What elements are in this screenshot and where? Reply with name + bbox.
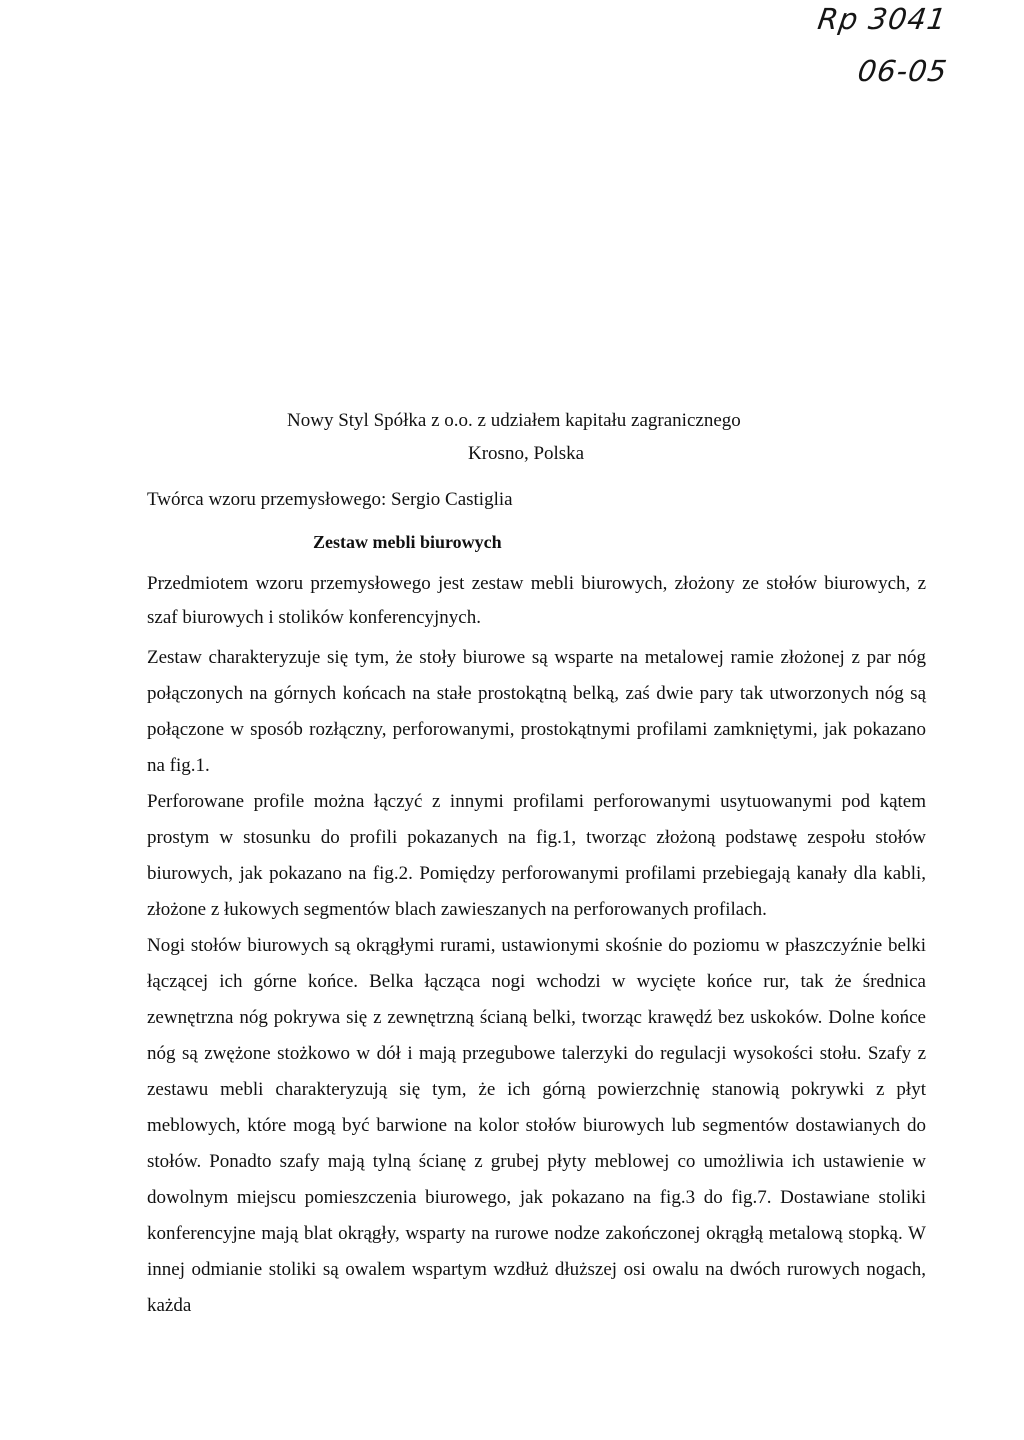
paragraph-subject: Przedmiotem wzoru przemysłowego jest zestaw mebli biurowych, złożony ze stołów biurowych, z szaf biurowych i stolików konferencyjnych. bbox=[147, 573, 926, 628]
handwritten-reference-number: Rp 3041 bbox=[815, 2, 949, 36]
body-block-intro bbox=[147, 567, 926, 635]
paragraph-frame: Zestaw charakteryzuje się tym, że stoły biurowe są wsparte na metalowej ramie złożonej z par nóg połączonych na górnych końcach na stałe prostokątną belką, zaś dwie pary tak utworzonych nóg są połączone w sposób rozłączny, perforowanymi, prostokątnymi profilami zamkniętymi, jak pokazano na fig.1. bbox=[147, 647, 926, 776]
handwritten-date: 06-05 bbox=[855, 54, 950, 88]
document-title: Zestaw mebli biurowych bbox=[313, 532, 502, 552]
company-location: Krosno, Polska bbox=[468, 443, 585, 464]
company-name: Nowy Styl Spółka z o.o. z udziałem kapitału zagranicznego bbox=[287, 410, 741, 431]
body-block-description bbox=[147, 640, 926, 1324]
paragraph-legs-cabinets: Nogi stołów biurowych są okrągłymi rurami, ustawionymi skośnie do poziomu w płaszczyźnie belki łączącej ich górne końce. Belka łącząca nogi wchodzi w wycięte końce rur, tak że średnica zewnętrzna nóg pokrywa się z zewnętrzną ścianą belki, tworząc krawędź bez uskoków. Dolne końce nóg są zwężone stożkowo w dół i mają przegubowe talerzyki do regulacji wysokości stołu. Szafy z zestawu mebli charakteryzują się tym, że ich górną powierzchnię stanowią pokrywki z płyt meblowych, które mogą być barwione na kolor stołów biurowych lub segmentów dostawianych do stołów. Ponadto szafy mają tylną ścianę z grubej płyty meblowej co umożliwia ich ustawienie w dowolnym miejscu pomieszczenia biurowego, jak pokazano na fig.3 do fig.7. Dostawiane stoliki konferencyjne mają blat okrągły, wsparty na rurowe nodze zakończonej okrągłą metalową stopką. W innej odmianie stoliki są owalem wspartym wzdłuż dłuższej osi owalu na dwóch rurowych nogach, każda bbox=[147, 935, 926, 1316]
designer-line: Twórca wzoru przemysłowego: Sergio Castiglia bbox=[147, 489, 513, 510]
paragraph-profiles: Perforowane profile można łączyć z innymi profilami perforowanymi usytuowanymi pod kątem prostym w stosunku do profili pokazanych na fig.1, tworząc złożoną podstawę zespołu stołów biurowych, jak pokazano na fig.2. Pomiędzy perforowanymi profilami przebiegają kanały dla kabli, złożone z łukowych segmentów blach zawieszanych na perforowanych profilach. bbox=[147, 791, 926, 920]
